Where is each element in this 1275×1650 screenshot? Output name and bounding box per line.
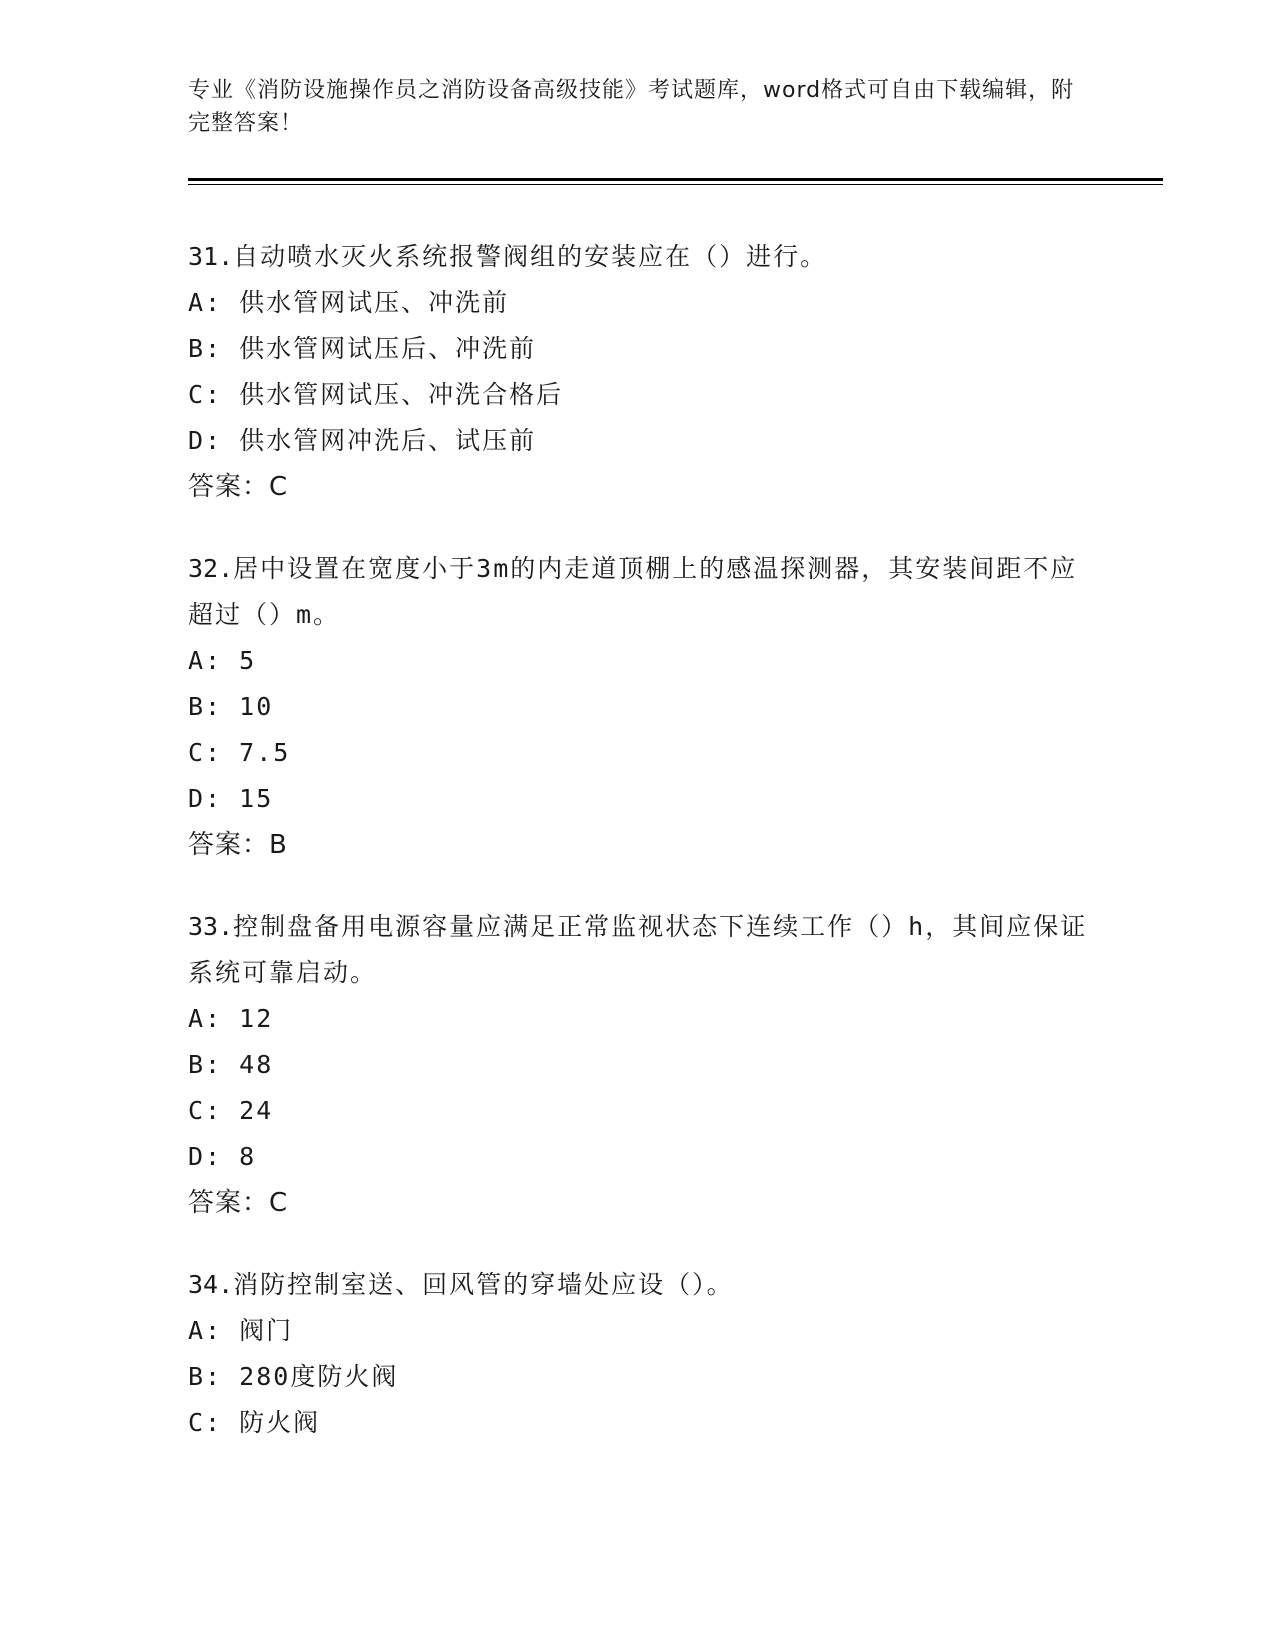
option-c <box>188 372 1088 418</box>
question-34 <box>188 1262 1088 1446</box>
question-number: 33. <box>188 912 234 941</box>
option-text: 阀门 <box>239 1316 294 1345</box>
option-label: D: <box>188 1142 223 1171</box>
question-stem <box>188 904 1088 996</box>
document-intro: 专业《消防设施操作员之消防设备高级技能》考试题库，word格式可自由下载编辑，附完整答案！ <box>188 78 1075 136</box>
option-c <box>188 730 1088 776</box>
option-label: C: <box>188 1408 223 1437</box>
option-label: D: <box>188 426 223 455</box>
answer-line: 答案：C <box>188 1188 289 1218</box>
option-d <box>188 1134 1088 1180</box>
option-b <box>188 684 1088 730</box>
question-number: 32. <box>188 554 234 583</box>
option-text: 12 <box>239 1004 274 1033</box>
option-label: C: <box>188 738 223 767</box>
option-text: 防火阀 <box>239 1408 321 1437</box>
question-31 <box>188 234 1088 510</box>
question-32 <box>188 546 1088 868</box>
option-text: 15 <box>239 784 274 813</box>
option-text: 280度防火阀 <box>239 1362 399 1391</box>
option-label: A: <box>188 288 223 317</box>
option-label: A: <box>188 1004 223 1033</box>
option-d <box>188 418 1088 464</box>
question-text: 自动喷水灭火系统报警阀组的安装应在（）进行。 <box>233 242 828 271</box>
option-a <box>188 1308 1088 1354</box>
answer-line: 答案：B <box>188 830 288 860</box>
question-33 <box>188 904 1088 1226</box>
option-text: 供水管网试压、冲洗合格后 <box>239 380 564 409</box>
header-rule-thin <box>188 184 1163 185</box>
question-text: 居中设置在宽度小于3m的内走道顶棚上的感温探测器，其安装间距不应超过（）m。 <box>188 554 1078 629</box>
option-text: 供水管网试压、冲洗前 <box>239 288 510 317</box>
option-a <box>188 638 1088 684</box>
option-label: B: <box>188 692 223 721</box>
option-label: A: <box>188 1316 223 1345</box>
option-c <box>188 1088 1088 1134</box>
option-label: B: <box>188 1050 223 1079</box>
question-list <box>188 234 1088 1482</box>
option-d <box>188 776 1088 822</box>
option-text: 48 <box>239 1050 274 1079</box>
question-stem <box>188 234 1088 280</box>
question-text: 控制盘备用电源容量应满足正常监视状态下连续工作（）h，其间应保证系统可靠启动。 <box>188 912 1088 987</box>
question-text: 消防控制室送、回风管的穿墙处应设（）。 <box>233 1270 734 1299</box>
option-text: 8 <box>239 1142 257 1171</box>
option-text: 供水管网冲洗后、试压前 <box>239 426 537 455</box>
option-b <box>188 326 1088 372</box>
option-label: A: <box>188 646 223 675</box>
option-label: D: <box>188 784 223 813</box>
option-text: 5 <box>239 646 257 675</box>
option-text: 24 <box>239 1096 274 1125</box>
option-text: 10 <box>239 692 274 721</box>
option-text: 供水管网试压后、冲洗前 <box>239 334 537 363</box>
question-number: 34. <box>188 1270 234 1299</box>
option-label: C: <box>188 380 223 409</box>
option-text: 7.5 <box>239 738 291 767</box>
option-label: B: <box>188 334 223 363</box>
option-c <box>188 1400 1088 1446</box>
question-stem <box>188 1262 1088 1308</box>
question-number: 31. <box>188 242 234 271</box>
question-stem <box>188 546 1088 638</box>
header-rule-thick <box>188 178 1163 181</box>
option-b <box>188 1354 1088 1400</box>
option-a <box>188 280 1088 326</box>
option-a <box>188 996 1088 1042</box>
option-label: B: <box>188 1362 223 1391</box>
option-b <box>188 1042 1088 1088</box>
option-label: C: <box>188 1096 223 1125</box>
answer-line: 答案：C <box>188 472 289 502</box>
